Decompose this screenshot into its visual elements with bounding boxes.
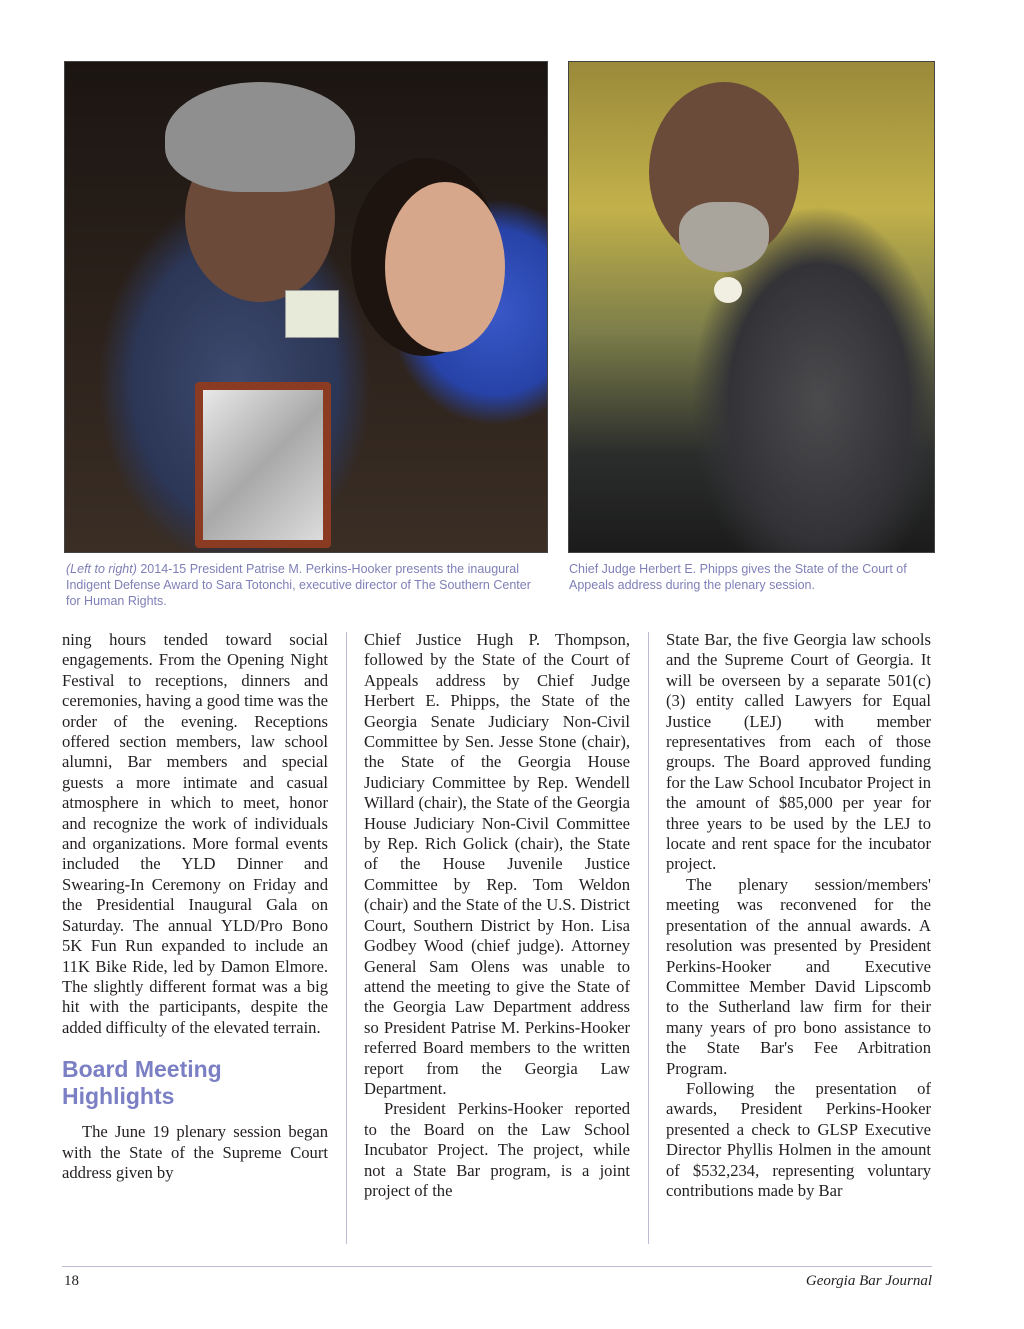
article-paragraph: The June 19 plenary session began with the State of the Supreme Court address given by	[62, 1122, 328, 1182]
caption-lead: (Left to right)	[66, 562, 137, 576]
person-hair	[165, 82, 355, 192]
photo-caption-right: Chief Judge Herbert E. Phipps gives the State of the Court of Appeals address during the plenary session.	[569, 562, 907, 593]
award-plaque	[195, 382, 331, 548]
page-number: 18	[64, 1273, 79, 1289]
column-divider	[648, 632, 649, 1244]
name-badge	[285, 290, 339, 338]
journal-name: Georgia Bar Journal	[805, 1273, 932, 1289]
photo-award-presentation	[64, 61, 548, 553]
article-column-1	[62, 630, 328, 1183]
article-paragraph: Chief Justice Hugh P. Thompson, followed by the State of the Court of Appeals address by Chief Judge Herbert E. Phipps, the State of the Georgia Senate Judiciary Non-Civil Committee by Sen. Jesse Stone (chair), the State of the Georgia House Judiciary Committee by Rep. Wendell Willard (chair), the State of the Georgia House Judiciary Non-Civil Committee by Rep. Rich Golick (chair), the State of the House Juvenile Justice Committee by Rep. Tom Weldon (chair) and the State of the U.S. District Court, Southern District by Hon. Lisa Godbey Wood (chief judge). Attorney General Sam Olens was unable to attend the meeting to give the State of the Georgia Law Department address so President Patrise M. Perkins-Hooker referred Board members to the written report from the Georgia Law Department.	[364, 630, 630, 1098]
column-divider	[346, 632, 347, 1244]
article-paragraph: President Perkins-Hooker reported to the Board on the Law School Incubator Project. The project, while not a State Bar program, is a joint project of the	[364, 1099, 630, 1200]
person-beard	[679, 202, 769, 272]
caption-text: 2014-15 President Patrise M. Perkins-Hooker presents the inaugural Indigent Defense Award to Sara Totonchi, executive director of The Southern Center for Human Rights.	[66, 562, 531, 609]
footer-rule	[62, 1266, 932, 1267]
section-heading: Board Meeting Highlights	[62, 1056, 222, 1110]
photo-caption-left	[66, 561, 536, 610]
article-paragraph: ning hours tended toward social engagements. From the Opening Night Festival to receptions, dinners and ceremonies, having a good time was the order of the evening. Receptions offered section members, law school alumni, Bar members and special guests a more intimate and casual atmosphere in which to meet, honor and recognize the work of individuals and organizations. More formal events included the YLD Dinner and Swearing-In Ceremony on Friday and the Presidential Inaugural Gala on Saturday. The annual YLD/Pro Bono 5K Fun Run expanded to include an 11K Bike Ride, led by Damon Elmore. The slightly different format was a big hit with the participants, despite the added difficulty of the elevated terrain.	[62, 630, 328, 1037]
article-column-3	[666, 630, 931, 1201]
article-column-2	[364, 630, 630, 1201]
article-paragraph: State Bar, the five Georgia law schools and the Supreme Court of Georgia. It will be overseen by a separate 501(c)(3) entity called Lawyers for Equal Justice (LEJ) with member representatives from each of those groups. The Board approved funding for the Law School Incubator Project in the amount of $85,000 per year for three years to be used by the LEJ to locate and rent space for the incubator project.	[666, 630, 931, 874]
person-head	[385, 182, 505, 352]
article-paragraph: The plenary session/members' meeting was reconvened for the presentation of the annual awards. A resolution was presented by President Perkins-Hooker and Executive Committee Member David Lipscomb to the Sutherland law firm for their many years of pro bono assistance to the State Bar's Fee Arbitration Program.	[666, 874, 931, 1078]
boutonniere	[714, 277, 742, 303]
article-paragraph: Following the presentation of awards, President Perkins-Hooker presented a check to GLSP Executive Director Phyllis Holmen in the amount of $532,234, representing voluntary contributions made by Bar	[666, 1078, 931, 1200]
photo-chief-judge	[568, 61, 935, 553]
